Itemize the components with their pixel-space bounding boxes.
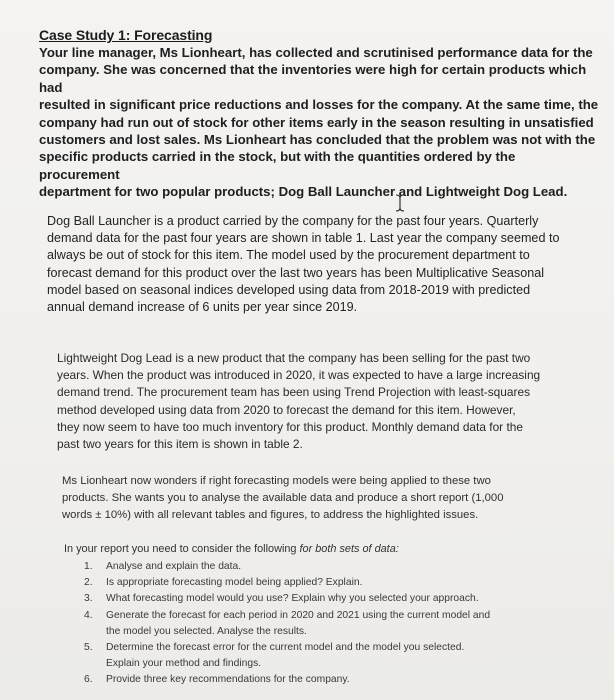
- text-cursor-icon: [393, 194, 407, 212]
- list-item: [84, 672, 554, 688]
- list-item-text: Generate the forecast for each period in 2020 and 2021 using the current model and the model you selected. Analyse the results.: [106, 609, 491, 637]
- paragraph-background: Your line manager, Ms Lionheart, has collected and scrutinised performance data for the company. She was concerned that the inventories were high for certain products which had resulted in significant price reductions and losses for the company. At the same time, the company had run out of stock for other items early in the season resulting in unsatisfied customers and lost sales. Ms Lionheart has concluded that the problem was not with the specific products carried in the stock, but with the quantities ordered by the procurement department for two popular products; Dog Ball Launcher and Lightweight Dog Lead.: [39, 45, 599, 200]
- intro-emphasis: for both sets of data:: [299, 543, 399, 555]
- list-item-text: Provide three key recommendations for the company.: [106, 674, 350, 686]
- list-item-text: What forecasting model would you use? Explain why you selected your approach.: [106, 593, 479, 605]
- list-item-number: 6.: [84, 674, 93, 686]
- list-item-number: 5.: [84, 642, 93, 654]
- list-item: [84, 608, 554, 640]
- list-item: [84, 559, 554, 575]
- list-item: [84, 575, 554, 591]
- list-item-number: 3.: [84, 593, 93, 605]
- paragraph-report-request: Ms Lionheart now wonders if right forecasting models were being applied to these two products. She wants you to analyse the available data and produce a short report (1,000 words ± 10%) with all relevant tables and figures, to address the highlighted issues.: [62, 475, 504, 521]
- paragraph-lightweight-dog-lead: Lightweight Dog Lead is a new product that the company has been selling for the past two years. When the product was introduced in 2020, it was expected to have a large increasing demand trend. The procurement team has been using Trend Projection with least-squares method developed using data from 2020 to forecast the demand for this item. However, they now seem to have too much inventory for this product. Monthly demand data for the past two years for this item is shown in table 2.: [57, 351, 541, 452]
- list-item-text: Analyse and explain the data.: [106, 561, 242, 572]
- list-item-text: Is appropriate forecasting model being applied? Explain.: [106, 577, 363, 589]
- case-study-title: Case Study 1: Forecasting: [39, 27, 213, 43]
- list-item-number: 1.: [84, 561, 93, 572]
- list-item: [84, 591, 554, 607]
- paragraph-dog-ball-launcher: Dog Ball Launcher is a product carried by the company for the past four years. Quarterly demand data for the past four years are shown in table 1. Last year the company seemed to always be out of stock for this item. The model used by the procurement department to forecast demand for this product over the last two years has been Multiplicative Seasonal model based on seasonal indices developed using data from 2018-2019 with predicted annual demand increase of 6 units per year since 2019.: [47, 214, 560, 315]
- list-item-number: 4.: [84, 609, 93, 621]
- intro-text: In your report you need to consider the following: [64, 543, 300, 555]
- requirements-list: [84, 559, 554, 689]
- report-requirements-intro: [64, 543, 399, 555]
- list-item-text: Determine the forecast error for the current model and the model you selected. Explain your method and findings.: [106, 642, 465, 670]
- list-item-number: 2.: [84, 577, 93, 589]
- list-item: [84, 640, 554, 672]
